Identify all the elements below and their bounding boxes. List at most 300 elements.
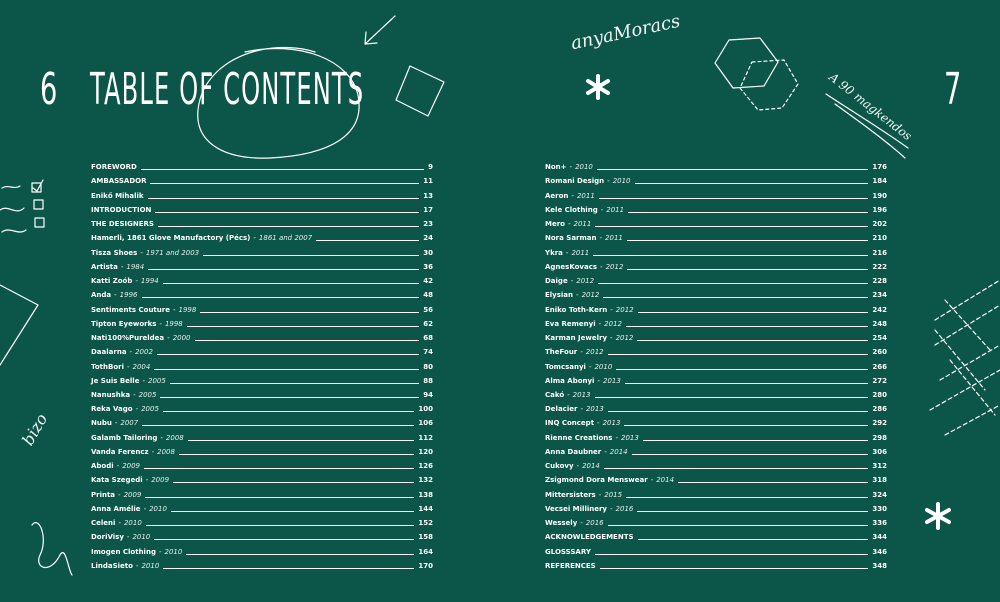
toc-leader-line (625, 383, 869, 384)
checkbox-doodle (32, 180, 44, 227)
toc-entry-title: FOREWORD (91, 163, 137, 172)
toc-entry-title: Katti Zoób (91, 277, 133, 286)
toc-page-number: 17 (423, 205, 433, 214)
toc-entry (91, 542, 433, 556)
toc-entry-separator: - (118, 519, 121, 528)
toc-leader-line (638, 539, 869, 540)
toc-leader-line (638, 312, 869, 313)
toc-leader-line (643, 440, 869, 441)
toc-entry (91, 315, 433, 329)
toc-leader-line (608, 354, 869, 355)
toc-leader-line (187, 326, 419, 327)
toc-entry (91, 215, 433, 229)
toc-entry-title: Alma Abonyi (545, 376, 595, 385)
toc-leader-line (179, 454, 414, 455)
toc-leader-line (593, 255, 868, 256)
toc-entry-title: Mittersisters (545, 490, 596, 499)
toc-entry (545, 443, 887, 457)
page-title: TABLE OF CONTENTS (90, 64, 365, 115)
toc-entry-title: Nati100%Pureldea (91, 334, 165, 343)
toc-entry-title: TothBori (91, 362, 124, 371)
toc-page-number: 9 (428, 163, 433, 172)
toc-entry (545, 186, 887, 200)
toc-leader-line (624, 425, 868, 426)
toc-entry-separator: - (600, 262, 603, 271)
toc-entry-title: Mero (545, 220, 565, 229)
toc-entry (91, 258, 433, 272)
toc-leader-line (163, 283, 420, 284)
toc-entry-title: Imogen Clothing (91, 547, 156, 556)
toc-entry-year: 2012 (615, 334, 634, 343)
toc-right-column (545, 158, 887, 571)
toc-leader-line (148, 198, 420, 199)
toc-leader-line (148, 269, 419, 270)
toc-entry (545, 542, 887, 556)
toc-entry-separator: - (597, 376, 600, 385)
toc-entry-year: 2000 (172, 334, 191, 343)
toc-entry-title: Rienne Creations (545, 433, 613, 442)
toc-leader-line (604, 468, 868, 469)
toc-entry-separator: - (610, 305, 613, 314)
toc-entry-separator: - (580, 348, 583, 357)
toc-leader-line (160, 397, 419, 398)
toc-entry-separator: - (167, 334, 170, 343)
scribble-doodle (0, 186, 26, 232)
toc-entry (545, 272, 887, 286)
toc-entry-separator: - (143, 504, 147, 513)
toc-page-number: 280 (872, 390, 887, 399)
toc-leader-line (146, 525, 415, 526)
toc-leader-line (628, 212, 868, 213)
toc-page-number: 184 (872, 177, 887, 186)
toc-entry (545, 315, 887, 329)
toc-entry-separator: - (588, 362, 592, 371)
toc-entry-title: Tisza Shoes (91, 248, 138, 257)
toc-leader-line (598, 283, 868, 284)
toc-page-number: 312 (872, 462, 887, 471)
toc-entry-year: 2015 (604, 490, 623, 499)
toc-entry-title: Daige (545, 277, 568, 286)
toc-entry (91, 372, 433, 386)
toc-entry (545, 201, 887, 215)
toc-entry (545, 357, 887, 371)
toc-entry-title: Printa (91, 490, 116, 499)
toc-entry-title: Delacier (545, 405, 578, 414)
toc-entry-title: Galamb Tailoring (91, 433, 158, 442)
toc-entry-title: Daalarna (91, 348, 127, 357)
squiggle-doodle (32, 523, 72, 575)
toc-entry-year: 2016 (585, 519, 604, 528)
toc-page-number: 210 (872, 234, 887, 243)
toc-entry (91, 485, 433, 499)
toc-entry-separator: - (567, 220, 571, 229)
toc-entry-separator: - (598, 319, 602, 328)
toc-entry-separator: - (135, 277, 138, 286)
toc-entry (91, 186, 433, 200)
toc-entry-separator: - (120, 262, 124, 271)
toc-entry-separator: - (172, 305, 176, 314)
toc-entry-title: Vanda Ferencz (91, 447, 149, 456)
toc-entry (545, 514, 887, 528)
toc-page-number: 254 (872, 334, 887, 343)
toc-entry-title: Anna Amélie (91, 504, 141, 513)
toc-leader-line (158, 226, 419, 227)
toc-entry-separator: - (576, 291, 579, 300)
toc-entry-separator: - (598, 490, 602, 499)
toc-entry-year: 2012 (604, 319, 622, 328)
toc-entry-separator: - (600, 205, 604, 214)
toc-entry-separator: - (253, 234, 256, 243)
toc-entry-year: 2005 (147, 376, 166, 385)
toc-leader-line (595, 554, 868, 555)
toc-entry-separator: - (158, 547, 162, 556)
toc-leader-line (195, 340, 420, 341)
toc-leader-line (200, 312, 419, 313)
toc-entry (91, 557, 433, 571)
toc-page-number: 286 (872, 405, 887, 414)
toc-leader-line (626, 497, 868, 498)
toc-entry-separator: - (576, 462, 580, 471)
toc-leader-line (150, 183, 419, 184)
toc-entry (91, 343, 433, 357)
toc-leader-line (186, 554, 414, 555)
toc-entry-year: 2013 (602, 419, 621, 428)
toc-entry-separator: - (607, 177, 610, 186)
toc-page-number: 318 (872, 476, 887, 485)
toc-page-number: 30 (423, 248, 433, 257)
toc-entry-title: Anda (91, 291, 112, 300)
toc-entry-separator: - (615, 433, 618, 442)
toc-entry-title: Karman Jewelry (545, 334, 608, 343)
toc-page-number: 158 (418, 533, 433, 542)
handwriting-left: bizo (18, 410, 52, 449)
toc-entry-title: Hamerli, 1861 Glove Manufactory (Pécs) (91, 234, 251, 243)
toc-entry-separator: - (126, 362, 130, 371)
toc-page-number: 56 (423, 305, 433, 314)
toc-entry-separator: - (610, 504, 613, 513)
toc-page-number: 202 (872, 220, 887, 229)
toc-leader-line (163, 411, 414, 412)
toc-leader-line (316, 240, 419, 241)
toc-page-number: 144 (418, 504, 433, 513)
toc-entry-year: 2008 (165, 433, 184, 442)
toc-leader-line (632, 454, 869, 455)
toc-page-number: 234 (872, 291, 887, 300)
toc-entry (91, 172, 433, 186)
toc-entry-title: Zsigmond Dora Menswear (545, 476, 648, 485)
toc-entry-year: 2010 (575, 163, 593, 172)
toc-leader-line (173, 482, 414, 483)
toc-entry-separator: - (114, 291, 117, 300)
toc-entry-separator: - (135, 405, 139, 414)
toc-leader-line (142, 297, 420, 298)
toc-entry (545, 215, 887, 229)
toc-entry-year: 1998 (164, 319, 183, 328)
toc-entry-title: Kata Szegedi (91, 476, 143, 485)
toc-entry-year: 2014 (582, 462, 600, 471)
toc-page-number: 266 (872, 362, 887, 371)
toc-leader-line (678, 482, 868, 483)
toc-entry-title: Eva Remenyi (545, 319, 596, 328)
toc-leader-line (599, 198, 869, 199)
toc-page-number: 80 (423, 362, 433, 371)
toc-entry-separator: - (599, 234, 603, 243)
toc-page-number: 74 (423, 348, 433, 357)
toc-leader-line (145, 497, 414, 498)
right-page-number: 7 (944, 64, 962, 115)
toc-page-number: 170 (418, 561, 433, 570)
toc-entry (545, 428, 887, 442)
toc-page-number: 138 (418, 490, 433, 499)
toc-entry-year: 2007 (120, 419, 139, 428)
toc-page-number: 242 (872, 305, 887, 314)
toc-entry (545, 372, 887, 386)
toc-page-number: 306 (872, 447, 887, 456)
toc-leader-line (154, 539, 414, 540)
toc-entry-year: 2013 (603, 376, 621, 385)
toc-entry (545, 300, 887, 314)
toc-entry-year: 2011 (606, 205, 625, 214)
toc-page-number: 24 (423, 234, 433, 243)
toc-entry-year: 2010 (594, 362, 613, 371)
toc-entry-separator: - (151, 447, 155, 456)
toc-entry-title: Cukovy (545, 462, 574, 471)
toc-entry-title: Artista (91, 262, 118, 271)
toc-entry-title: Cakó (545, 390, 565, 399)
toc-entry (91, 514, 433, 528)
toc-entry-title: Tomcsanyi (545, 362, 586, 371)
toc-page-number: 23 (423, 220, 433, 229)
toc-entry (91, 286, 433, 300)
toc-page-number: 216 (872, 248, 887, 257)
toc-page-number: 222 (872, 262, 887, 271)
toc-leader-line (141, 169, 424, 170)
toc-leader-line (203, 255, 419, 256)
handwriting-right: A 90 magkendos (826, 70, 915, 144)
toc-page-number: 68 (423, 334, 433, 343)
toc-page-number: 94 (423, 390, 433, 399)
toc-entry-title: REFERENCES (545, 561, 596, 570)
toc-page-number: 13 (423, 191, 433, 200)
toc-entry-year: 2010 (612, 177, 631, 186)
toc-entry-title: DoriVisy (91, 533, 124, 542)
toc-entry-year: 2011 (576, 191, 595, 200)
toc-leader-line (627, 240, 869, 241)
toc-entry (545, 485, 887, 499)
toc-entry-year: 2004 (132, 362, 151, 371)
toc-leader-line (142, 425, 414, 426)
toc-entry-separator: - (140, 248, 143, 257)
toc-leader-line (170, 383, 419, 384)
toc-entry-year: 2016 (615, 504, 634, 513)
toc-entry-title: Elysian (545, 291, 574, 300)
toc-entry (91, 272, 433, 286)
toc-entry-separator: - (160, 433, 163, 442)
toc-entry (545, 286, 887, 300)
toc-leader-line (597, 169, 868, 170)
toc-entry-separator: - (650, 476, 654, 485)
toc-entry (91, 428, 433, 442)
toc-entry-title: Aeron (545, 191, 569, 200)
toc-entry (545, 457, 887, 471)
toc-entry (91, 300, 433, 314)
toc-entry (545, 243, 887, 257)
toc-entry (545, 172, 887, 186)
toc-page-number: 152 (418, 519, 433, 528)
toc-entry-year: 1861 and 2007 (258, 234, 313, 243)
toc-entry-year: 2014 (656, 476, 675, 485)
toc-entry (91, 386, 433, 400)
toc-entry (91, 357, 433, 371)
toc-entry-year: 2012 (581, 291, 600, 300)
toc-entry-year: 1994 (140, 277, 159, 286)
toc-page-number: 324 (872, 490, 887, 499)
toc-leader-line (157, 354, 419, 355)
toc-page-number: 248 (872, 319, 887, 328)
grid-doodle (930, 280, 1000, 435)
toc-leader-line (188, 440, 415, 441)
toc-entry-year: 2012 (585, 348, 604, 357)
hexagon-doodle (715, 38, 778, 88)
rectangle-doodle (396, 66, 444, 116)
toc-page-number: 196 (872, 205, 887, 214)
toc-entry (91, 471, 433, 485)
toc-entry-title: Tipton Eyeworks (91, 319, 157, 328)
toc-entry (91, 158, 433, 172)
toc-entry-year: 2005 (138, 390, 157, 399)
toc-page-number: 346 (872, 547, 887, 556)
toc-entry-separator: - (118, 490, 121, 499)
toc-entry-title: Wessely (545, 519, 578, 528)
toc-entry-separator: - (135, 561, 139, 570)
toc-entry-year: 2009 (123, 490, 142, 499)
toc-entry (91, 414, 433, 428)
toc-entry-title: Kele Clothing (545, 205, 598, 214)
toc-leader-line (595, 226, 868, 227)
toc-entry (545, 557, 887, 571)
toc-entry-year: 2009 (122, 462, 141, 471)
toc-page-number: 132 (418, 476, 433, 485)
toc-entry-title: AgnesKovacs (545, 262, 598, 271)
toc-leader-line (600, 568, 869, 569)
toc-page-number: 62 (423, 319, 433, 328)
toc-entry (91, 229, 433, 243)
toc-entry (545, 229, 887, 243)
toc-leader-line (637, 340, 868, 341)
toc-entry-separator: - (570, 277, 574, 286)
toc-entry-year: 1971 and 2003 (145, 248, 200, 257)
toc-entry (91, 243, 433, 257)
toc-entry-year: 2011 (605, 234, 623, 243)
toc-leader-line (616, 369, 868, 370)
toc-entry (545, 414, 887, 428)
toc-entry (545, 258, 887, 272)
toc-entry-separator: - (597, 419, 600, 428)
toc-entry (545, 528, 887, 542)
toc-page-number: 228 (872, 277, 887, 286)
toc-entry-year: 2014 (609, 447, 628, 456)
toc-entry-title: INQ Concept (545, 419, 595, 428)
toc-entry (545, 471, 887, 485)
toc-entry-separator: - (569, 163, 573, 172)
toc-entry-title: Nubu (91, 419, 112, 428)
toc-entry-title: Romani Design (545, 177, 605, 186)
toc-entry-title: Je Suis Belle (91, 376, 140, 385)
toc-entry-separator: - (116, 462, 120, 471)
toc-leader-line (635, 183, 869, 184)
toc-page-number: 260 (872, 348, 887, 357)
toc-entry-separator: - (145, 476, 149, 485)
toc-entry-separator: - (610, 334, 613, 343)
toc-leader-line (603, 297, 868, 298)
toc-entry-title: Sentiments Couture (91, 305, 170, 314)
toc-entry-title: Abodi (91, 462, 114, 471)
toc-entry-title: Eniko Toth-Kern (545, 305, 608, 314)
toc-entry-year: 2012 (615, 305, 634, 314)
toc-leader-line (608, 411, 869, 412)
toc-leader-line (155, 212, 419, 213)
toc-entry-separator: - (129, 348, 133, 357)
toc-entry-title: Anna Daubner (545, 447, 602, 456)
toc-entry-separator: - (580, 405, 583, 414)
toc-entry-year: 2012 (576, 277, 595, 286)
toc-entry-title: Vecsei Millinery (545, 504, 607, 513)
toc-entry-year: 2010 (132, 533, 151, 542)
handwriting-top: anyaMoracs (569, 10, 683, 55)
toc-entry-year: 2010 (141, 561, 160, 570)
toc-entry-title: Enikő Mihalik (91, 191, 144, 200)
left-page-number: 6 (40, 64, 58, 115)
toc-leader-line (171, 511, 414, 512)
toc-page-number: 11 (423, 177, 433, 186)
toc-leader-line (163, 568, 414, 569)
toc-entry-year: 1998 (178, 305, 197, 314)
toc-page-number: 36 (423, 262, 433, 271)
toc-page-number: 190 (872, 191, 887, 200)
toc-entry-year: 2011 (573, 220, 592, 229)
toc-entry-year: 2012 (605, 262, 624, 271)
toc-entry-separator: - (571, 191, 574, 200)
toc-page-number: 112 (418, 433, 433, 442)
toc-page-number: 298 (872, 433, 887, 442)
toc-page-number: 176 (872, 163, 887, 172)
toc-page-number: 48 (423, 291, 433, 300)
toc-page-number: 292 (872, 419, 887, 428)
toc-entry-title: Nora Sarman (545, 234, 597, 243)
toc-entry-separator: - (114, 419, 118, 428)
toc-leader-line (144, 468, 414, 469)
toc-entry-year: 2013 (585, 405, 604, 414)
toc-page-number: 330 (872, 504, 887, 513)
toc-entry (545, 343, 887, 357)
arrow-doodle (365, 16, 395, 44)
toc-page-number: 348 (872, 561, 887, 570)
toc-leader-line (626, 326, 868, 327)
toc-entry-title: INTRODUCTION (91, 205, 152, 214)
toc-entry-separator: - (142, 376, 145, 385)
toc-page-number: 106 (418, 419, 433, 428)
toc-entry (545, 500, 887, 514)
toc-entry-title: Non+ (545, 163, 567, 172)
toc-page-number: 336 (872, 519, 887, 528)
toc-entry (91, 329, 433, 343)
toc-entry-title: AMBASSADOR (91, 177, 147, 186)
toc-entry (91, 500, 433, 514)
toc-entry-title: LindaSieto (91, 561, 133, 570)
toc-entry-year: 1984 (126, 262, 145, 271)
toc-page-number: 164 (418, 547, 433, 556)
toc-leader-line (637, 511, 868, 512)
